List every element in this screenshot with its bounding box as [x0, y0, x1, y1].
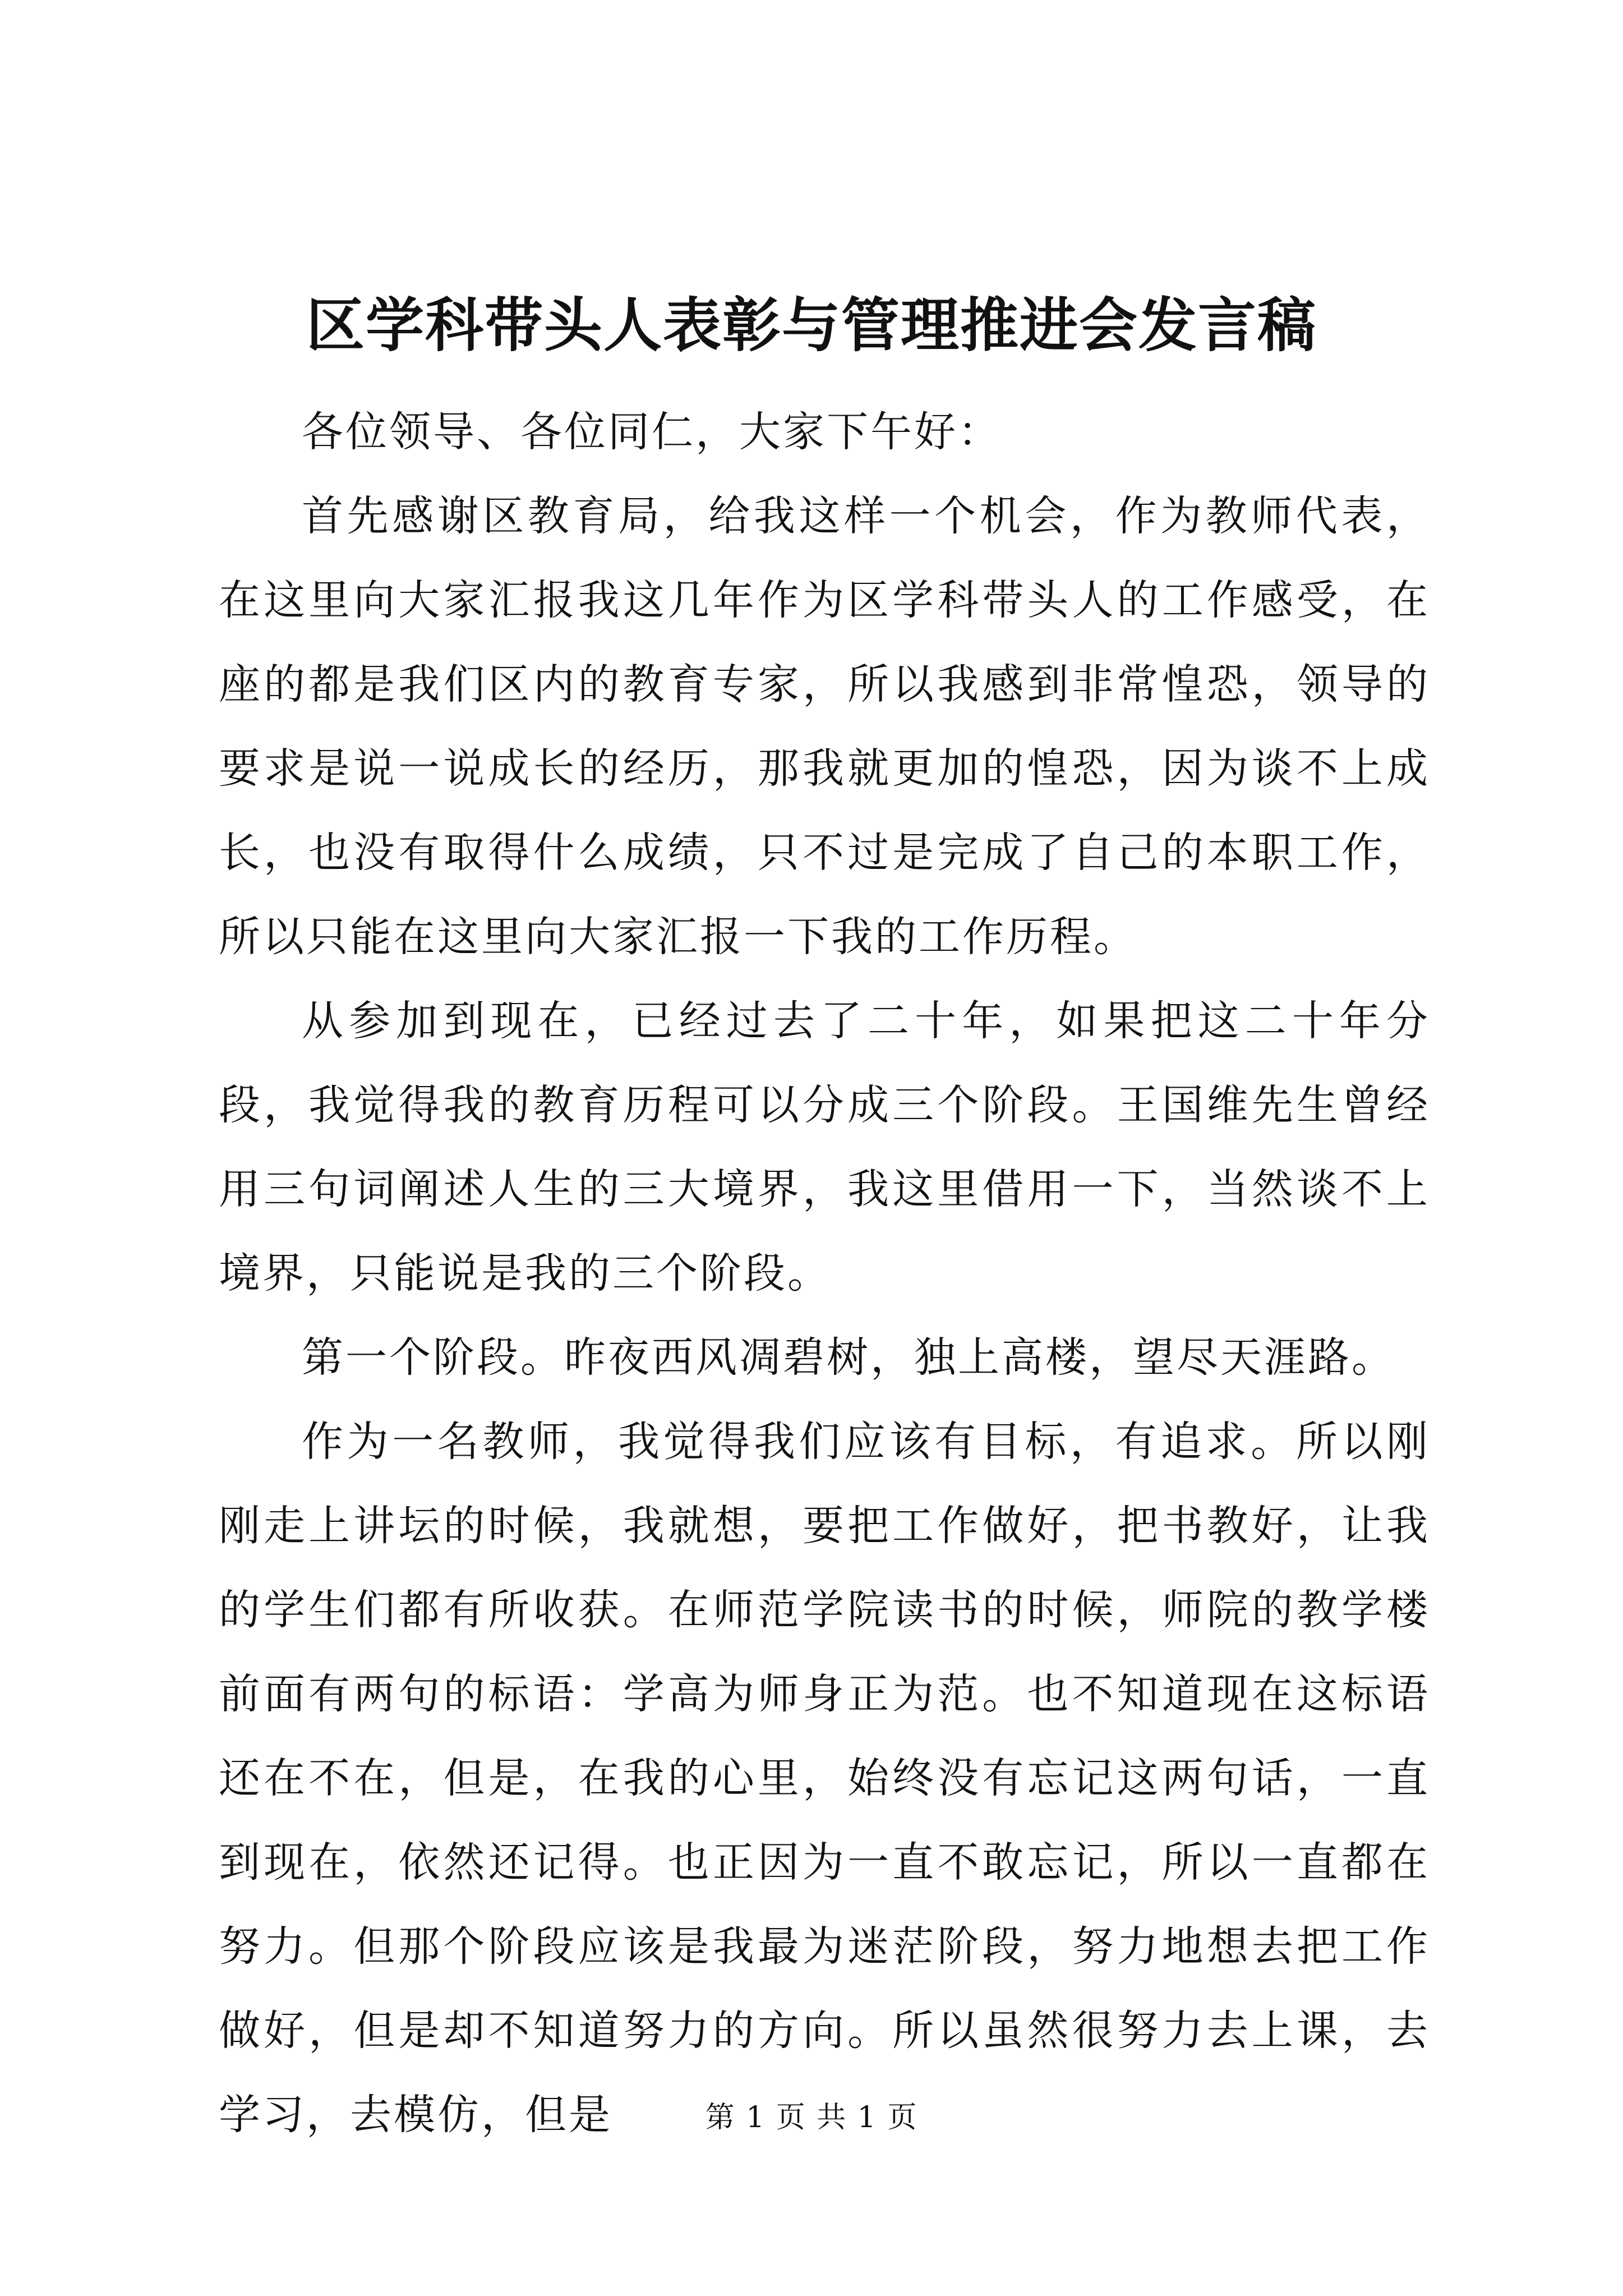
- paragraph-first-stage-body: 作为一名教师，我觉得我们应该有目标，有追求。所以刚刚走上讲坛的时候，我就想，要把工作做好，把书教好，让我的学生们都有所收获。在师范学院读书的时候，师院的教学楼前面有两句的标语：学高为师身正为范。也不知道现在这标语还在不在，但是，在我的心里，始终没有忘记这两句话，一直到现在，依然还记得。也正因为一直不敢忘记，所以一直都在努力。但那个阶段应该是我最为迷茫阶段，努力地想去把工作做好，但是却不知道努力的方向。所以虽然很努力去上课，去学习，去模仿，但是: [219, 1418, 1430, 2139]
- page-footer: 第 1 页 共 1 页: [705, 2101, 918, 2134]
- paragraph-introduction: 首先感谢区教育局，给我这样一个机会，作为教师代表，在这里向大家汇报我这几年作为区学科带头人的工作感受，在座的都是我们区内的教育专家，所以我感到非常惶恐，领导的要求是说一说成长的经历，那我就更加的惶恐，因为谈不上成长，也没有取得什么成绩，只不过是完成了自己的本职工作，所以只能在这里向大家汇报一下我的工作历程。: [219, 492, 1430, 961]
- document-title: 区学科带头人表彰与管理推进会发言稿: [306, 291, 1317, 360]
- paragraph-three-stages: 从参加到现在，已经过去了二十年，如果把这二十年分段，我觉得我的教育历程可以分成三个阶段。王国维先生曾经用三句词阐述人生的三大境界，我这里借用一下，当然谈不上境界，只能说是我的三个阶段。: [219, 997, 1430, 1297]
- document-body: [219, 390, 1430, 2157]
- paragraph-greeting: 各位领导、各位同仁，大家下午好：: [302, 408, 1002, 456]
- paragraph-first-stage-heading: 第一个阶段。昨夜西风凋碧树，独上高楼，望尽天涯路。: [302, 1333, 1395, 1382]
